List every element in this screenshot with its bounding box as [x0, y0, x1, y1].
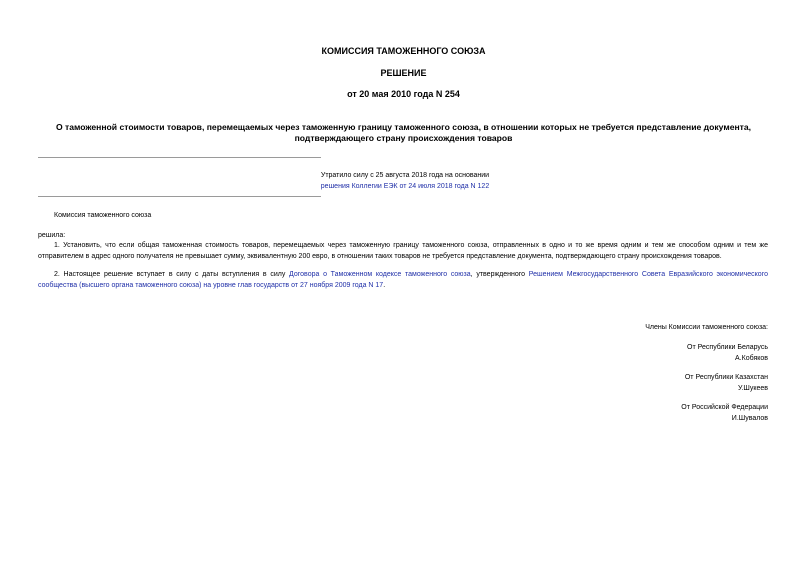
signature-country: От Республики Беларусь [687, 344, 768, 351]
signature-block [687, 342, 768, 364]
council-decision-link[interactable]: Решением Межгосударственного Совета Евразийского экономического сообщества (высшего органа таможенного союза) на уровне глав государств от 27 ноября 2009 года N 17 [38, 271, 768, 289]
bottom-divider [38, 196, 321, 197]
paragraph-2 [38, 269, 768, 291]
decided-line: решила: [38, 232, 66, 239]
paragraph-2-part2: , утвержденного [470, 271, 529, 278]
document-date-number: от 20 мая 2010 года N 254 [347, 89, 460, 99]
paragraph-1: 1. Установить, что если общая таможенная стоимость товаров, перемещаемых через таможенную границу таможенного союза, отправленных в одно и то же время одним и тем же способом одним и тем же отправителем в адрес одного получателя не превышает сумму, эквивалентную 200 евро, в отношении таких товаров не требуется представление документа, подтверждающего страну происхождения товаров. [38, 242, 768, 260]
top-divider [38, 157, 321, 158]
signature-name: У.Шукеев [737, 385, 768, 392]
status-note-text: Утратило силу с 25 августа 2018 года на основании [320, 172, 490, 179]
document-title: О таможенной стоимости товаров, перемещаемых через таможенную границу таможенного союза, в отношении которых не требуется представление документа, подтверждающего страну происхождения товаров [55, 122, 752, 143]
signature-country: От Российской Федерации [681, 404, 768, 411]
treaty-link[interactable]: Договора о Таможенном кодексе таможенного союза [289, 271, 471, 278]
paragraph-2-part3: . [383, 282, 386, 289]
issuer-line: Комиссия таможенного союза [54, 212, 152, 219]
signatures-heading: Члены Комиссии таможенного союза: [645, 324, 768, 331]
status-note [280, 170, 530, 192]
status-note-link[interactable]: решения Коллегии ЕЭК от 24 июля 2018 года N 122 [320, 183, 490, 190]
signature-block [681, 402, 768, 424]
signature-name: И.Шувалов [731, 415, 768, 422]
signature-country: От Республики Казахстан [684, 374, 768, 381]
signature-block [685, 372, 768, 394]
organization-heading: КОМИССИЯ ТАМОЖЕННОГО СОЮЗА [321, 46, 486, 56]
signature-name: А.Кобяков [735, 355, 768, 362]
document-type-heading: РЕШЕНИЕ [380, 68, 427, 78]
paragraph-2-part1: 2. Настоящее решение вступает в силу с даты вступления в силу [54, 271, 290, 278]
